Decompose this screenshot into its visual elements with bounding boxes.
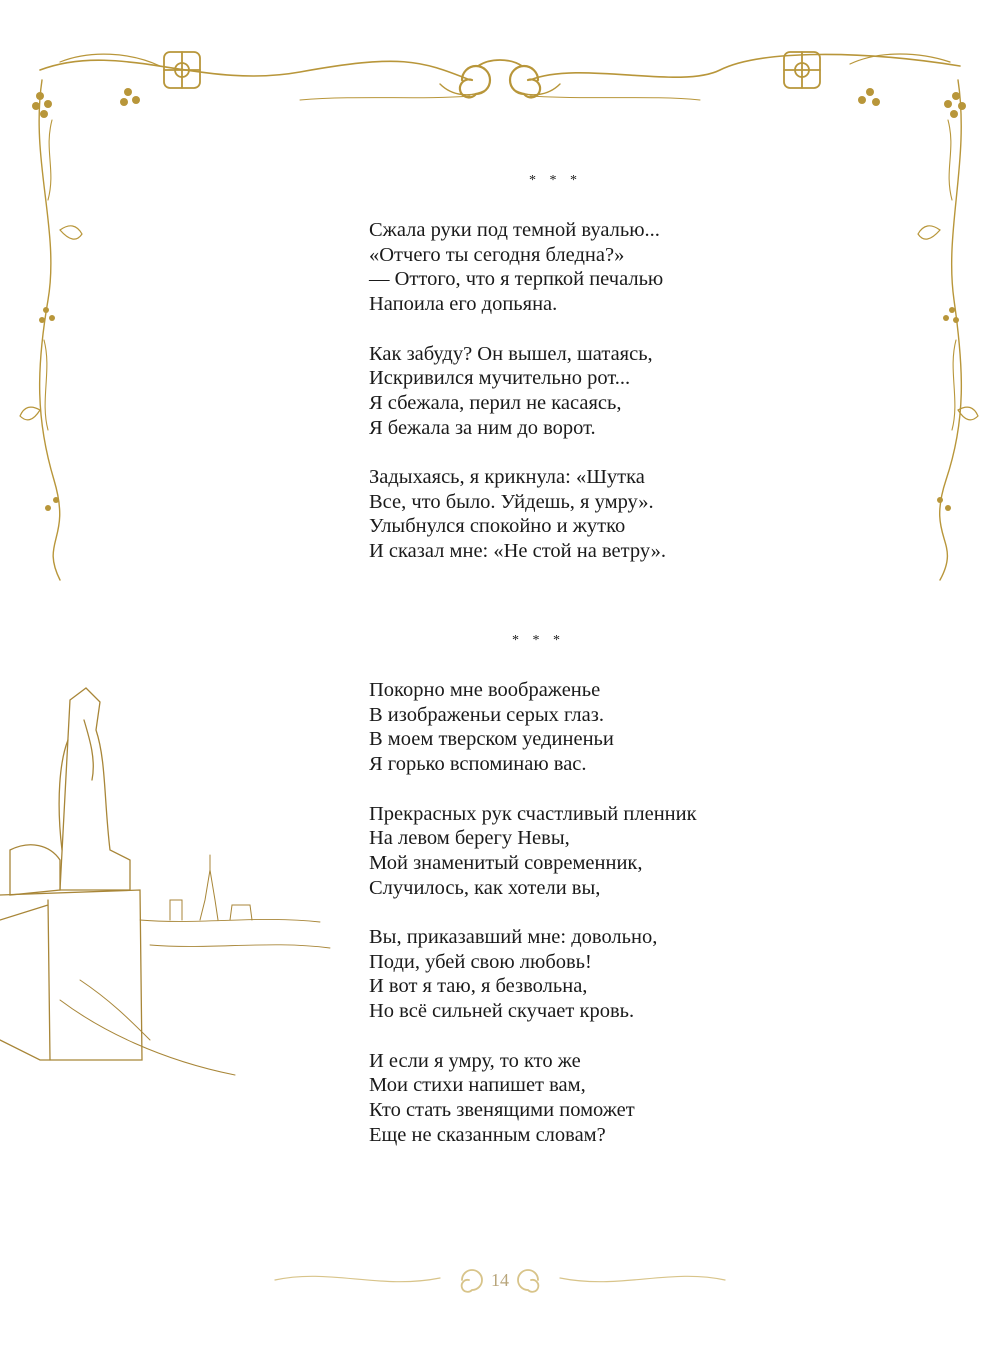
stanza: [369, 678, 929, 777]
stanza: [369, 802, 929, 901]
poem-line: Прекрасных рук счастливый пленник: [369, 802, 697, 825]
poem-1: [369, 172, 929, 589]
poem-line: Поди, убей свою любовь!: [369, 950, 592, 973]
poem-line: Но всё сильней скучает кровь.: [369, 1000, 635, 1023]
poem-line: Покорно мне воображенье: [369, 679, 601, 701]
poem-line: Мой знаменитый современник,: [369, 851, 643, 874]
poem-line: Кто стать звенящими поможет: [369, 1098, 635, 1121]
poem-separator: * * *: [512, 633, 565, 648]
right-vine: [940, 80, 962, 580]
page-number: 14: [491, 1270, 509, 1290]
stanza: [369, 342, 929, 441]
poem-line: И если я умру, то кто же: [369, 1049, 581, 1072]
left-vine: [39, 80, 60, 580]
top-right-knot-icon: [784, 52, 820, 88]
poem-line: В моем тверском уединеньи: [369, 728, 614, 751]
poem-line: Вы, приказавший мне: довольно,: [369, 926, 658, 948]
stanza: [369, 1049, 929, 1148]
poem-line: Я горько вспоминаю вас.: [369, 753, 587, 776]
poem-line: «Отчего ты сегодня бледна?»: [369, 243, 625, 266]
stanza: [369, 465, 929, 564]
poem-separator: * * *: [529, 173, 582, 188]
poem-line: И сказал мне: «Не стой на ветру».: [369, 540, 666, 563]
poem-line: В изображеньи серых глаз.: [369, 703, 604, 726]
top-center-scroll-icon: [440, 60, 560, 97]
poem-line: Сжала руки под темной вуалью...: [369, 219, 660, 241]
poem-line: Как забуду? Он вышел, шатаясь,: [369, 342, 653, 365]
poem-line: Я сбежала, перил не касаясь,: [369, 391, 622, 414]
poem-line: — Оттого, что я терпкой печалью: [369, 268, 664, 291]
stanza: [369, 218, 929, 317]
stanza: [369, 925, 929, 1024]
poem-line: Я бежала за ним до ворот.: [369, 416, 596, 439]
top-vine: [40, 54, 960, 80]
poem-line: Случилось, как хотели вы,: [369, 876, 601, 899]
poem-2: [369, 632, 929, 1172]
poem-line: Все, что было. Уйдешь, я умру».: [369, 490, 654, 513]
sphinx-sketch-illustration: [0, 688, 330, 1075]
poem-line: Улыбнулся спокойно и жутко: [369, 515, 626, 538]
poem-line: Еще не сказанным словам?: [369, 1123, 606, 1146]
top-left-knot-icon: [164, 52, 200, 88]
poem-line: Напоила его допьяна.: [369, 293, 558, 316]
poem-line: Мои стихи напишет вам,: [369, 1074, 586, 1097]
poem-line: Искривился мучительно рот...: [369, 367, 631, 390]
poem-line: На левом берегу Невы,: [369, 827, 570, 850]
poem-line: Задыхаясь, я крикнула: «Шутка: [369, 466, 645, 488]
poem-line: И вот я таю, я безвольна,: [369, 975, 588, 998]
